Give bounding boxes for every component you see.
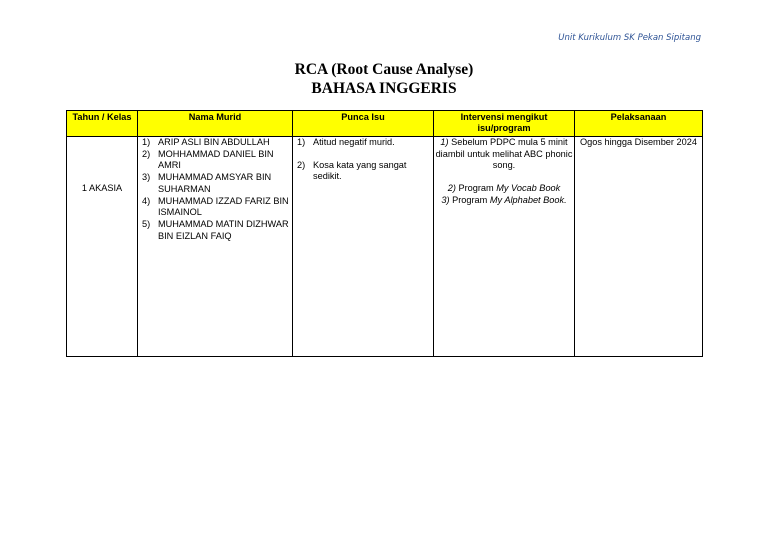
header-implementation: Pelaksanaan [575, 111, 703, 137]
list-item: 2) Kosa kata yang sangat sedikit. [297, 159, 407, 182]
header-class: Tahun / Kelas [67, 111, 138, 137]
header-issue: Punca Isu [293, 111, 434, 137]
list-item: 4) MUHAMMAD IZZAD FARIZ BIN ISMAINOL [142, 195, 289, 218]
issue-list [293, 137, 433, 183]
list-item: 3) MUHAMMAD AMSYAR BIN SUHARMAN [142, 172, 272, 194]
rca-table [66, 110, 703, 357]
header-students: Nama Murid [138, 111, 293, 137]
intervention-item-2: 2) Program My Vocab Book [447, 183, 561, 194]
intervention-item-1: 1) Sebelum PDPC mula 5 minit diambil untuk melihat ABC phonic song. [435, 137, 573, 171]
cell-issues [293, 137, 434, 357]
header-note: Unit Kurikulum SK Pekan Sipitang [558, 33, 701, 43]
cell-interventions [434, 137, 575, 357]
title-line-2: BAHASA INGGERIS [311, 80, 457, 97]
document-title [0, 60, 768, 98]
header-intervention: Intervensi mengikut isu/program [434, 111, 575, 137]
list-item: 1) ARIP ASLI BIN ABDULLAH [142, 137, 270, 147]
title-line-1: RCA (Root Cause Analyse) [294, 61, 474, 78]
table-row [67, 137, 703, 357]
cell-students [138, 137, 293, 357]
list-item: 1) Atitud negatif murid. [297, 137, 395, 147]
cell-class: 1 AKASIA [67, 137, 138, 357]
list-item: 5) MUHAMMAD MATIN DIZHWAR BIN EIZLAN FAIQ [142, 218, 289, 241]
student-list [138, 137, 292, 242]
intervention-item-3: 3) Program My Alphabet Book. [441, 194, 567, 205]
cell-implementation: Ogos hingga Disember 2024 [575, 137, 703, 357]
table-header-row [67, 111, 703, 137]
list-item: 2) MOHHAMMAD DANIEL BIN AMRI [142, 148, 274, 171]
